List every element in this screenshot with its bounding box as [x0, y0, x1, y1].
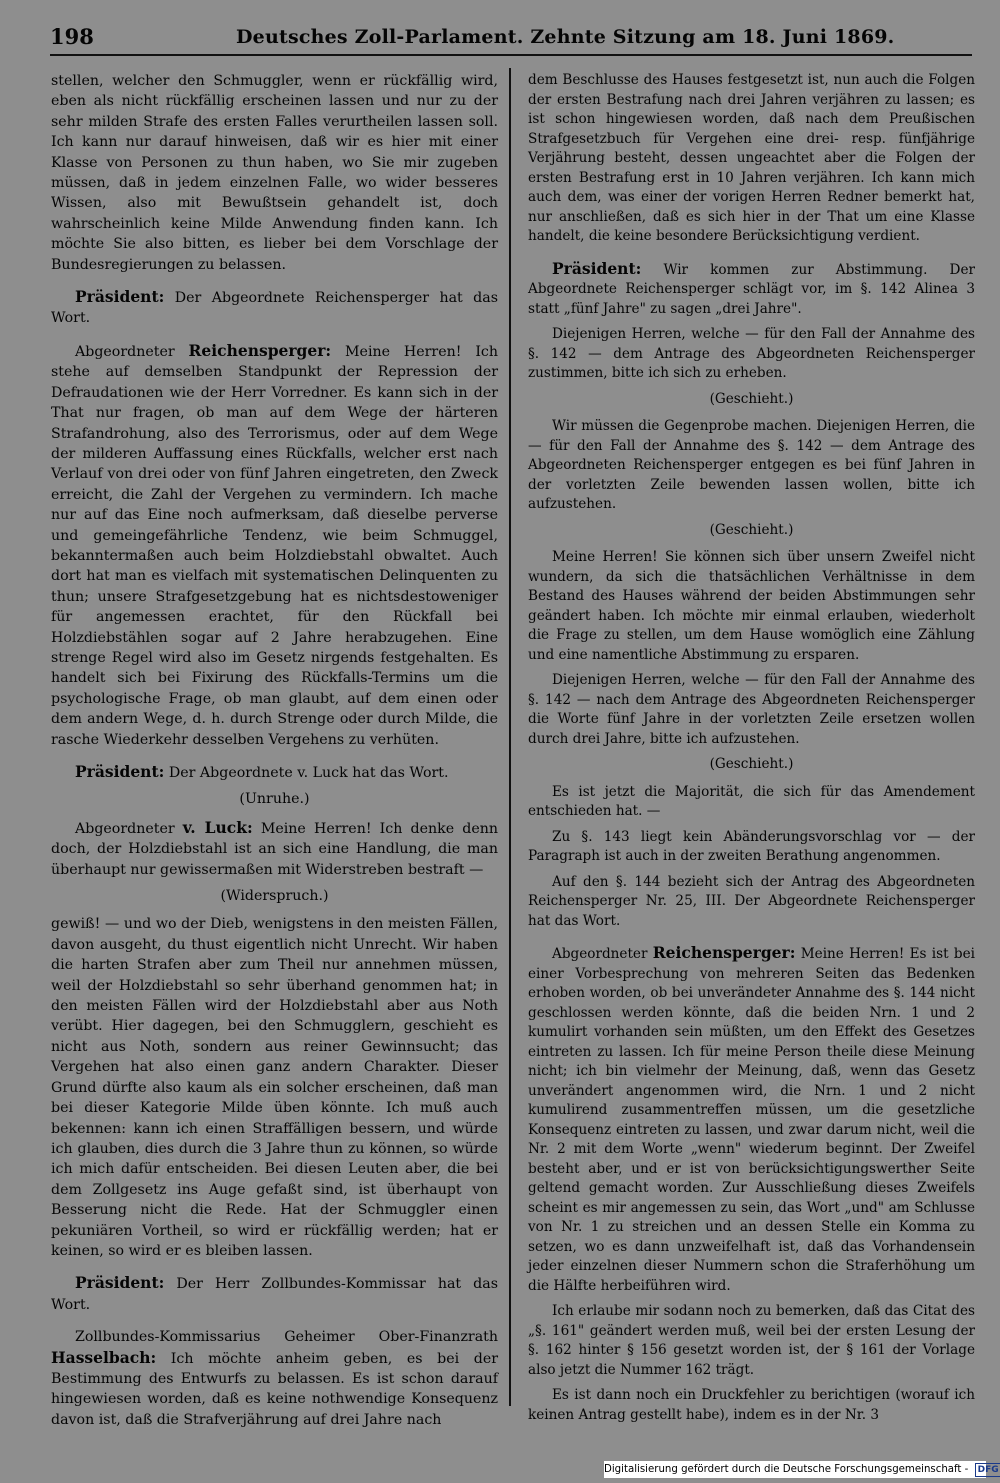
right-column [528, 71, 975, 1431]
speaker-prefix: Abgeordneter [552, 946, 653, 962]
paragraph [528, 259, 975, 320]
running-title: Deutsches Zoll-Parlament. Zehnte Sitzung am 18. Juni 1869. [236, 26, 895, 48]
stage-direction: (Widerspruch.) [220, 888, 329, 905]
paragraph-text: Der Abgeordnete Reichensperger hat das Wort. [51, 290, 498, 327]
paragraph: Wir müssen die Gegenprobe machen. Diejenigen Herren, die — für den Fall der Annahme des §. 142 — dem Antrage des Abgeordneten Reichensperger entgegen es bei fünf Jahren in der vorletzten Zeile bewenden lassen wollen, bitte ich aufzustehen. [528, 418, 975, 512]
paragraph: Auf den §. 144 bezieht sich der Antrag des Abgeordneten Reichensperger Nr. 25, III. Der Abgeordnete Reichensperger hat das Wort. [528, 873, 975, 929]
paragraph-text: Meine Herren! Ich denke denn doch, der Holzdiebstahl ist an sich eine Handlung, die man überhaupt nur gewissermaßen mit Widerstreben bestraft — [51, 820, 498, 878]
paragraph [51, 287, 498, 329]
paragraph: Diejenigen Herren, welche — für den Fall der Annahme des §. 142 — dem Antrage des Abgeordneten Reichensperger zustimmen, bitte ich sich zu erheben. [528, 326, 975, 381]
paragraph: Ich erlaube mir sodann noch zu bemerken, daß das Citat des „§. 161" geändert werden muß, weil bei der ersten Lesung der §. 162 hinter § 156 gesetzt worden ist, der § 161 der Vorlage also jetzt die Nummer 162 trägt. [528, 1303, 975, 1378]
paragraph-text: Meine Herren! Ich stehe auf demselben Standpunkt der Repression der Defraudationen wie der Herr Vorredner. Es kann sich in der That nur fragen, ob man auf dem Wege der härteren Strafandrohung, also des Terrorismus, oder auf dem Wege der milderen Auffassung eines Rückfalls, welcher erst nach Verlauf von drei oder von fünf Jahren eingetreten, den Zweck erreicht, die Zahl der Vergehen zu vermindern. Ich mache nur auf das Eine noch aufmerksam, daß dieselbe perverse und gemeingefährliche Tendenz, wie beim Schmuggel, bekanntermaßen auch beim Holzdiebstahl obwaltet. Auch dort hat man es vielfach mit systematischen Delinquenten zu thun; unsere Strafgesetzgebung hat es nichtsdestoweniger für angemessen erachtet, für den Rückfall bei Holzdiebstählen sogar auf 2 Jahre herabzugehen. Eine strenge Regel wird also im Gesetz nirgends festgehalten. Es handelt sich bei Fixirung des Rückfalls-Termins um die psychologische Frage, ob man glaubt, auf dem einen oder dem andern Wege, d. h. durch Strenge oder durch Milde, die rasche Wiederkehr desselben Vergehens zu verhüten. [51, 343, 499, 748]
paragraph: Es ist jetzt die Majorität, die sich für das Amendement entschieden hat. — [528, 783, 975, 819]
speaker-name: Präsident: [75, 1273, 165, 1293]
speaker-name: Reichensperger: [188, 340, 332, 360]
paragraph-text: Meine Herren! Es ist bei einer Vorbesprechung von mehreren Seiten das Bedenken erhoben worden, ob bei unverändeter Annahme des §. 144 nicht geschlossen werden könnte, daß die beiden Nrn. 1 und 2 kumulirt vorhanden sein müßten, um den Effekt des Gesetzes eintreten zu lassen. Ich für meine Person theile diese Meinung nicht; ich bin vielmehr der Meinung, daß, wenn das Gesetz unverändert angenommen wird, die Nrn. 1 und 2 nicht kumulirend zusammentreffen müssen, um die gesetzliche Konsequenz eintreten zu lassen, und zwar darum nicht, weil die Nr. 2 mit dem Worte „wenn" wiederum beginnt. Der Zweifel besteht aber, und er ist von berücksichtigungswerther Seite geltend gemacht worden. Zur Ausschließung dieses Zweifels scheint es mir angemessen zu sein, das Wort „und" am Schlusse von Nr. 1 zu streichen und an dessen Stelle ein Komma zu setzen, wo es dann unzweifelhaft ist, daß das Vorhandensein jeder einzelnen dieser Nummern schon die Straferhöhung um die Hälfte herbeiführen wird. [528, 946, 975, 1294]
paragraph: Zu §. 143 liegt kein Abänderungsvorschlag vor — der Paragraph ist auch in der zweiten Berathung angenommen. [528, 828, 975, 864]
stage-direction: (Geschieht.) [709, 390, 794, 407]
paragraph-text: Der Herr Zollbundes-Kommissar hat das Wort. [51, 1276, 498, 1313]
page-header [50, 16, 972, 56]
speaker-name: Präsident: [552, 258, 642, 278]
speaker-prefix: Abgeordneter [75, 343, 189, 360]
page-number: 198 [50, 24, 94, 49]
speaker-prefix: Zollbundes-Kommissarius Geheimer Ober-Finanzrath [75, 1329, 498, 1346]
paragraph: Diejenigen Herren, welche — für den Fall der Annahme des §. 142 — nach dem Antrage des Abgeordneten Reichensperger die Worte fünf Jahre in der vorletzten Zeile ersetzen wollen durch drei Jahre, bitte ich aufzustehen. [528, 672, 975, 747]
paragraph [51, 1273, 498, 1315]
credit-text: Digitalisierung gefördert durch die Deutsche Forschungsgemeinschaft - [604, 1464, 969, 1475]
speaker-name: v. Luck: [182, 817, 253, 837]
speaker-name: Hasselbach: [51, 1347, 157, 1367]
paragraph [51, 341, 498, 750]
speaker-name: Reichensperger: [652, 943, 796, 962]
column-divider [509, 68, 511, 1406]
stage-direction: (Geschieht.) [709, 521, 794, 538]
stage-direction: (Unruhe.) [239, 791, 310, 808]
paragraph-text: Ich möchte anheim geben, es bei der Bestimmung des Entwurfs zu belassen. Es ist schon darauf hingewiesen worden, daß es keine nothwendige Konsequenz davon ist, daß die Strafverjährung auf drei Jahre nach [51, 1350, 498, 1428]
paragraph-text: Wir kommen zur Abstimmung. Der Abgeordnete Reichensperger schlägt vor, im §. 142 Alinea 3 statt „fünf Jahre" zu sagen „drei Jahre". [528, 261, 975, 317]
paragraph [51, 818, 498, 880]
paragraph: Meine Herren! Sie können sich über unsern Zweifel nicht wundern, da sich die thatsächlichen Verhältnisse in dem Bestand des Hauses während der beiden Abstimmungen sehr geändert haben. Ich möchte mir einmal erlauben, wiederholt die Frage zu stellen, um dem Hause womöglich eine Zählung und eine namentliche Abstimmung zu ersparen. [528, 549, 975, 663]
paragraph: gewiß! — und wo der Dieb, wenigstens in den meisten Fällen, davon ausgeht, du thust eigentlich nicht Unrecht. Wir haben die harten Strafen aber zum Theil nur annehmen müssen, weil der Holzdiebstahl so sehr überhand genommen hat; in den meisten Fällen wird der Holzdiebstahl aber aus Noth verübt. Hier dagegen, bei den Schmugglern, geschieht es nicht aus Noth, sondern aus reiner Gewinnsucht; das Vergehen hat also einen ganz andern Charakter. Dieser Grund dürfte also kaum als ein solcher erscheinen, daß man bei dieser Kategorie Milde üben könnte. Ich muß auch bekennen: kann ich einen Straffälligen bessern, und würde ich glauben, dies durch die 3 Jahre thun zu können, so würde ich mich dafür entscheiden. Bei diesen Leuten aber, die bei dem Zollgesetz ins Auge gefaßt sind, ist überhaupt von Besserung nicht die Rede. Hat der Schmuggler einen pekuniären Vortheil, so wird er rückfällig werden; hat er keinen, so wird er es bleiben lassen. [51, 916, 498, 1259]
stage-direction: (Geschieht.) [709, 756, 794, 772]
paragraph [528, 943, 975, 1296]
paragraph: stellen, welcher den Schmuggler, wenn er rückfällig wird, eben als nicht rückfällig erscheinen lassen und nur zu der sehr milden Strafe des ersten Falles verurtheilen lassen soll. Ich kann nur darauf hinweisen, daß wir es hier mit einer Klasse von Personen zu thun haben, wo Sie mir zugeben müssen, daß in jedem einzelnen Falle, wo wider besseres Wissen, also mit Bewußtsein gehandelt ist, doch wahrscheinlich keine Milde Anwendung finden kann. Ich möchte Sie also bitten, es lieber bei dem Vorschlage der Bundesregierungen zu belassen. [51, 73, 498, 273]
speaker-prefix: Abgeordneter [75, 820, 183, 837]
paragraph-text: Der Abgeordnete v. Luck hat das Wort. [164, 765, 449, 781]
paragraph: dem Beschlusse des Hauses festgesetzt ist, nun auch die Folgen der ersten Bestrafung nach drei Jahren verjähren zu lassen; es ist schon hingewiesen worden, daß nach dem Preußischen Strafgesetzbuch für Vergehen eine drei- resp. fünfjährige Verjährung besteht, dessen ungeachtet aber die Folgen der ersten Bestrafung erst in 10 Jahren verjähren. Ich kann mich auch dem, was einer der vorigen Herren Redner bemerkt hat, nur anschließen, daß es sich hier in der That um eine Klasse handelt, die keine besondere Berücksichtigung verdient. [528, 72, 975, 244]
paragraph: Es ist dann noch ein Druckfehler zu berichtigen (worauf ich keinen Antrag gestellt habe), indem es in der Nr. 3 [528, 1387, 975, 1423]
left-column [51, 71, 498, 1436]
paragraph [51, 762, 498, 783]
digitization-credit [604, 1461, 999, 1478]
speaker-name: Präsident: [75, 287, 165, 307]
speaker-name: Präsident: [75, 762, 165, 781]
paragraph [51, 1327, 498, 1430]
dfg-logo-icon: DFG [975, 1463, 1000, 1477]
